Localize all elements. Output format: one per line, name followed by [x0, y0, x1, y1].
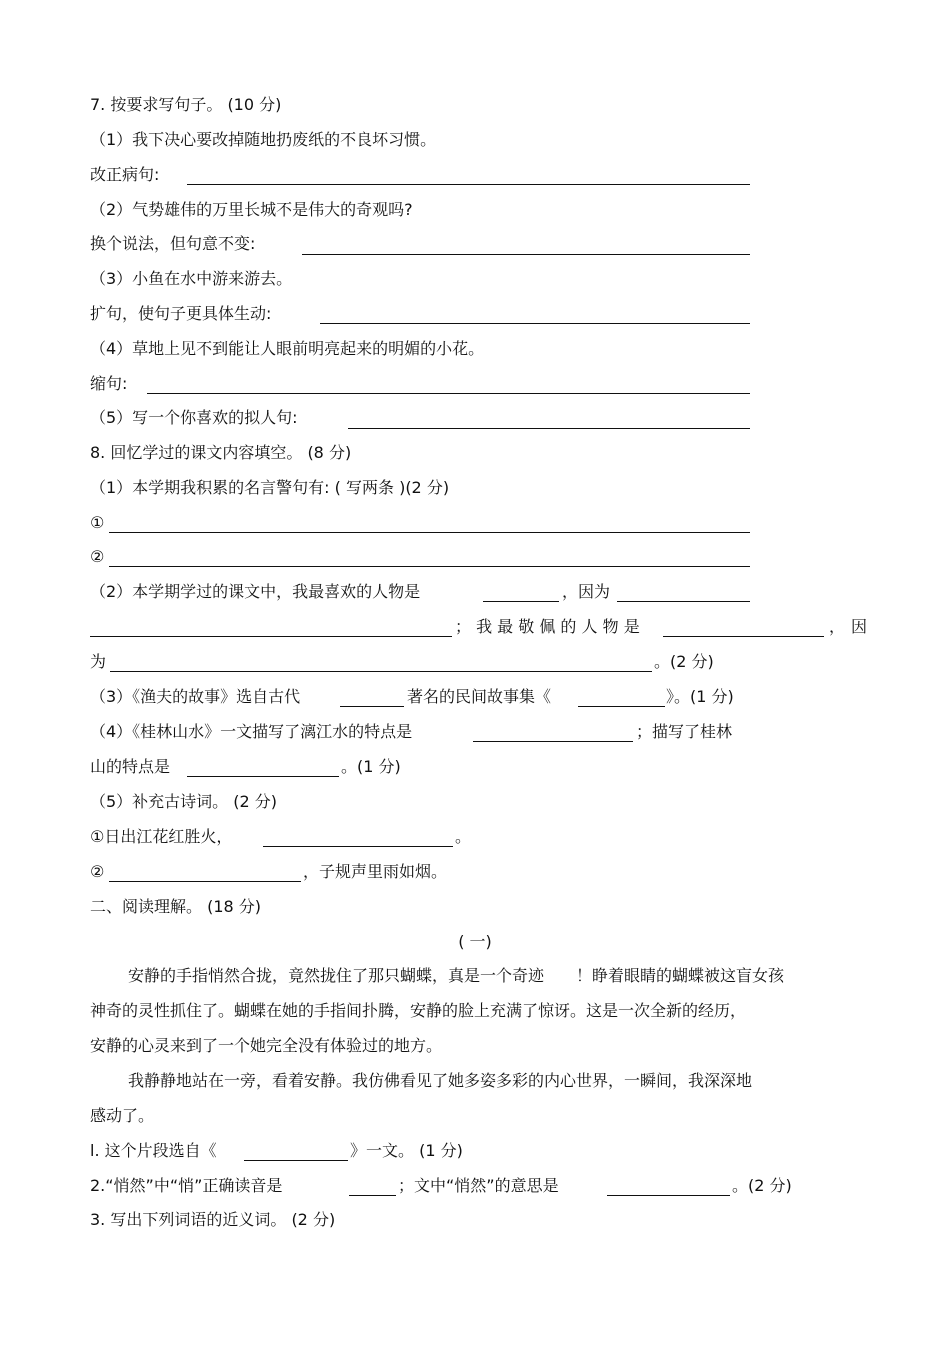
q8-part-4-text-d: 。(1 分) — [341, 757, 401, 776]
passage-para-2-line-2: 感动了。 — [90, 1106, 155, 1125]
q7-sentence-2: （2）气势雄伟的万里长城不是伟大的奇观吗? — [90, 200, 413, 219]
reading-q2-pronunciation-blank[interactable] — [349, 1195, 396, 1196]
q7-answer-2-blank[interactable] — [302, 254, 750, 255]
q8-maxim-1-blank[interactable] — [109, 532, 750, 533]
q8-part-1-marker-2: ② — [90, 547, 105, 566]
q8-part-4-text-a: （4）《桂林山水》一文描写了漓江水的特点是 — [90, 722, 413, 741]
passage-number: ( 一) — [458, 932, 492, 951]
q8-favorite-reason-blank-2[interactable] — [90, 636, 452, 637]
q8-part-2-text-f: 为 — [90, 652, 107, 671]
q7-sentence-4: （4）草地上见不到能让人眼前明亮起来的明媚的小花。 — [90, 339, 485, 358]
q8-poem-blank-1[interactable] — [263, 846, 453, 847]
q7-sentence-3: （3）小鱼在水中游来游去。 — [90, 269, 293, 288]
q8-part-1: （1）本学期我积累的名言警句有: ( 写两条 )(2 分) — [90, 478, 450, 497]
q8-favorite-reason-blank-1[interactable] — [617, 601, 750, 602]
q8-lijiang-water-blank[interactable] — [473, 741, 633, 742]
q7-sentence-2-label: 换个说法，但句意不变: — [90, 234, 256, 253]
reading-q2-text-b: ；文中“悄然”的意思是 — [398, 1176, 559, 1195]
q8-poem-line-1: ①日出江花红胜火， — [90, 827, 233, 846]
passage-para-1-line-3: 安静的心灵来到了一个她完全没有体验过的地方。 — [90, 1036, 443, 1055]
q8-guilin-mountain-blank[interactable] — [187, 776, 339, 777]
q8-part-1-marker-1: ① — [90, 513, 105, 532]
q8-favorite-character-blank[interactable] — [483, 601, 559, 602]
q8-part-2-text-g: 。(2 分) — [654, 652, 714, 671]
reading-q2-text-a: 2.“悄然”中“悄”正确读音是 — [90, 1176, 283, 1195]
q8-part-2-text-e: 因 — [851, 617, 868, 636]
q8-admired-character-blank[interactable] — [663, 636, 824, 637]
q8-part-3-text-b: 著名的民间故事集《 — [407, 687, 552, 706]
q8-poem-line-1-end: 。 — [455, 827, 472, 846]
q8-title: 8. 回忆学过的课文内容填空。 (8 分) — [90, 443, 352, 462]
q7-answer-5-blank[interactable] — [348, 428, 750, 429]
q8-poem-line-2-marker: ② — [90, 862, 105, 881]
q7-sentence-1-label: 改正病句: — [90, 165, 160, 184]
q7-sentence-5-label: （5）写一个你喜欢的拟人句: — [90, 408, 298, 427]
passage-para-1-line-1: 安静的手指悄然合拢，竟然拢住了那只蝴蝶，真是一个奇迹 ！睁着眼睛的蝴蝶被这盲女孩 — [128, 966, 785, 985]
q7-answer-1-blank[interactable] — [187, 184, 750, 185]
q7-title: 7. 按要求写句子。 (10 分) — [90, 95, 282, 114]
passage-para-2-line-1: 我静静地站在一旁，看着安静。我仿佛看见了她多姿多彩的内心世界，一瞬间，我深深地 — [128, 1071, 753, 1090]
q8-part-4-text-b: ；描写了桂林 — [636, 722, 733, 741]
q8-collection-name-blank[interactable] — [578, 706, 665, 707]
q8-part-4-text-c: 山的特点是 — [90, 757, 171, 776]
q8-part-2-text-b: ，因为 — [562, 582, 611, 601]
q8-poem-blank-2[interactable] — [109, 881, 301, 882]
q8-part-3-text-a: （3）《渔夫的故事》选自古代 — [90, 687, 301, 706]
reading-q1-title-blank[interactable] — [244, 1160, 348, 1161]
q8-part-5: （5）补充古诗词。 (2 分) — [90, 792, 278, 811]
q8-part-2-text-a: （2）本学期学过的课文中，我最喜欢的人物是 — [90, 582, 421, 601]
reading-q2-meaning-blank[interactable] — [607, 1195, 730, 1196]
q7-sentence-1: （1）我下决心要改掉随地扔废纸的不良坏习惯。 — [90, 130, 437, 149]
section-2-title: 二、阅读理解。 (18 分) — [90, 897, 262, 916]
q7-sentence-3-label: 扩句，使句子更具体生动: — [90, 304, 272, 323]
q8-part-3-text-c: 》。(1 分) — [666, 687, 734, 706]
q8-part-2-text-d: ， — [829, 617, 846, 636]
reading-q1-text-a: l. 这个片段选自《 — [90, 1141, 217, 1160]
reading-q1-text-b: 》一文。 (1 分) — [350, 1141, 463, 1160]
q7-sentence-4-label: 缩句: — [90, 374, 128, 393]
q8-poem-line-2: ，子规声里雨如烟。 — [303, 862, 448, 881]
reading-q2-text-c: 。(2 分) — [732, 1176, 792, 1195]
reading-q3: 3. 写出下列词语的近义词。 (2 分) — [90, 1210, 336, 1229]
q7-answer-4-blank[interactable] — [147, 393, 750, 394]
q8-country-blank[interactable] — [340, 706, 404, 707]
q8-maxim-2-blank[interactable] — [109, 566, 750, 567]
q8-admired-reason-blank[interactable] — [110, 671, 652, 672]
q8-part-2-text-c: ； 我 最 敬 佩 的 人 物 是 — [455, 617, 640, 636]
q7-answer-3-blank[interactable] — [320, 323, 750, 324]
passage-para-1-line-2: 神奇的灵性抓住了。蝴蝶在她的手指间扑腾，安静的脸上充满了惊讶。这是一次全新的经历， — [90, 1001, 747, 1020]
